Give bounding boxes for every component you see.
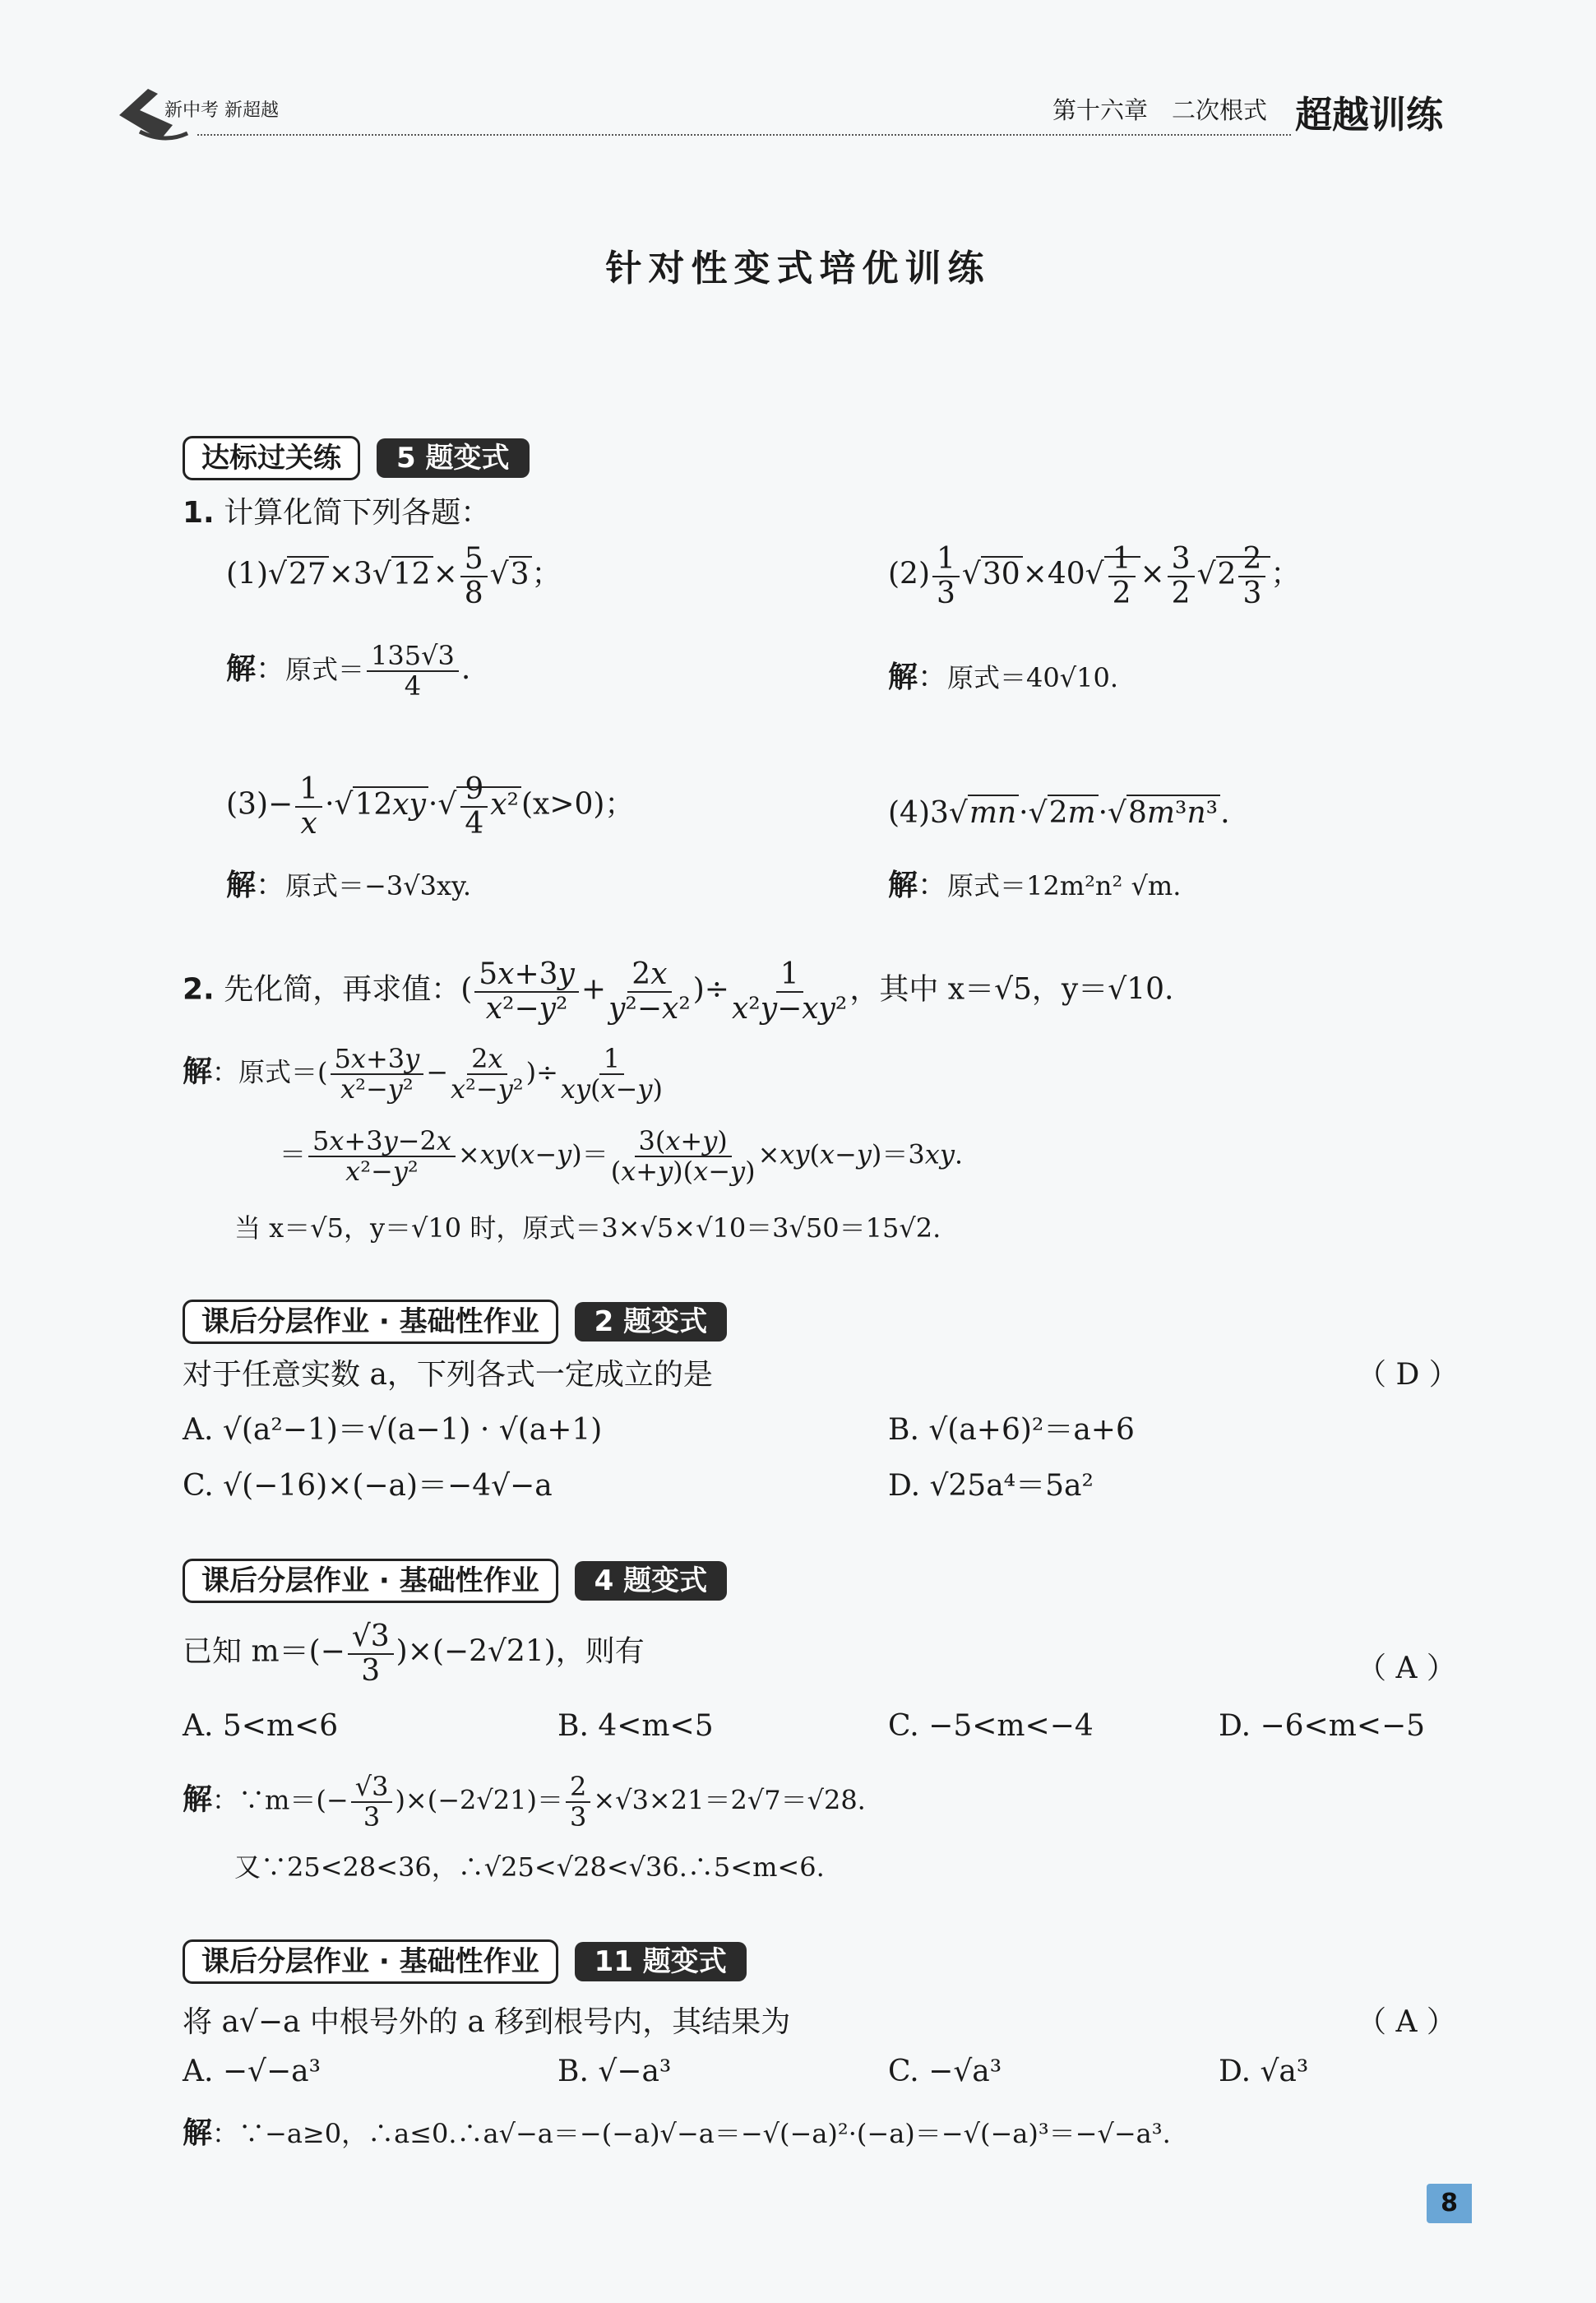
q4-option-c: C. −5<m<−4 [888,1709,1094,1743]
section-header [183,1300,727,1344]
page-number: 8 [1427,2184,1472,2223]
q2-answer-line1: 解：原式＝( $\frac{5x+3y}{\text{x²−y²}}$ − $\frac{2x}{\text{x²−y²}}$ )÷ $\frac{1}{xy(x-y)}$ [183,1043,663,1105]
q1-part3-expr: (3)− $\frac{1}{x}$ ·√12xy·√ $\frac{9}{4}$ x²(x>0)； [226,772,635,841]
section-label: 课后分层作业 · 基础性作业 [183,1939,558,1984]
section-label: 课后分层作业 · 基础性作业 [183,1300,558,1344]
q1-part4-expr: (4)3√mn·√2m·√8m³n³. [888,796,1230,830]
header-rule [197,134,1291,136]
q3-option-d: D. √25a⁴＝5a² [888,1469,1094,1503]
q3-option-c: C. √(−16)×(−a)＝−4√−a [183,1469,553,1503]
section-tag: 4 题变式 [575,1561,728,1601]
q1-part1-answer: 解：原式＝ $\frac{135√3}{4}$ . [226,640,471,702]
section-header [183,436,530,480]
section-tag: 5 题变式 [377,438,530,478]
section-tag: 11 题变式 [575,1942,747,1981]
q5-option-a: A. −√−a³ [183,2055,322,2088]
q4-answer-line1: 解：∵m＝(− $\frac{√3}{3}$ )×(−2√21)＝ $\frac{2}{3}$ ×√3×21＝2√7＝√28. [183,1771,866,1833]
header-brand: 超越训练 [1295,93,1444,137]
q4-answer: （ A ） [1357,1652,1456,1685]
q2-answer-line2: ＝ $\frac{5x+3y-2x}{\text{x²−y²}}$ ×xy(x−y)＝ $\frac{3(x+y)}{(x+y)(x-y)}$ ×xy(x−y)＝3xy. [280,1125,964,1188]
section-label: 达标过关练 [183,436,360,480]
q4-stem: 已知 m＝(− $\frac{√3}{3}$ )×(−2√21)，则有 [183,1620,645,1688]
header-chapter: 第十六章 二次根式 [1052,96,1268,124]
q2-stem: 2. 先化简，再求值：( $\frac{5x+3y}{\text{x²−y²}}$ + $\frac{2x}{\text{y²−x²}}$ )÷ $\frac{1}{\text{x²y−xy²}}$ ，其中 x＝√5，y＝√10. [183,957,1174,1026]
section-label: 课后分层作业 · 基础性作业 [183,1559,558,1603]
q5-stem: 将 a√−a 中根号外的 a 移到根号内，其结果为 [183,2005,791,2039]
section-tag: 2 题变式 [575,1302,728,1341]
header-series: 新中考 新超越 [164,100,279,121]
q1-part4-answer: 解：原式＝12m²n² √m. [888,869,1182,902]
q5-option-b: B. √−a³ [557,2055,672,2088]
q4-option-a: A. 5<m<6 [183,1709,339,1743]
q3-option-a: A. √(a²−1)＝√(a−1) · √(a+1) [183,1413,603,1447]
q4-option-d: D. −6<m<−5 [1219,1709,1426,1743]
section-header [183,1559,727,1603]
q3-stem: 对于任意实数 a，下列各式一定成立的是 [183,1358,713,1392]
page-title: 针对性变式培优训练 [605,248,991,290]
q1-part2-expr: (2) $\frac{1}{3}$ √30×40√ $\frac{1}{2}$ × $\frac{3}{2}$ √2 $\frac{2}{3}$ ； [888,542,1301,610]
q2-answer-line3: 当 x＝√5，y＝√10 时，原式＝3×√5×√10＝3√50＝15√2. [234,1212,941,1244]
q5-option-c: C. −√a³ [888,2055,1002,2088]
section-header [183,1939,747,1984]
q5-option-d: D. √a³ [1219,2055,1309,2088]
q4-option-b: B. 4<m<5 [557,1709,714,1743]
q1-stem: 1. 计算化简下列各题： [183,496,491,530]
q5-answer: （ A ） [1357,2005,1456,2039]
q1-part3-answer: 解：原式＝−3√3xy. [226,869,472,902]
q5-answer-line: 解：∵−a≥0，∴a≤0.∴a√−a＝−(−a)√−a＝−√(−a)²·(−a)＝−√(−a)³＝−√−a³. [183,2116,1171,2150]
q1-part2-answer: 解：原式＝40√10. [888,660,1119,694]
q3-option-b: B. √(a+6)²＝a+6 [888,1413,1135,1447]
q4-answer-line2: 又∵25<28<36，∴√25<√28<√36.∴5<m<6. [234,1851,825,1883]
q1-part1-expr: (1)√27×3√12× $\frac{5}{8}$ √3； [226,542,562,610]
q3-answer: （ D ） [1357,1358,1459,1392]
